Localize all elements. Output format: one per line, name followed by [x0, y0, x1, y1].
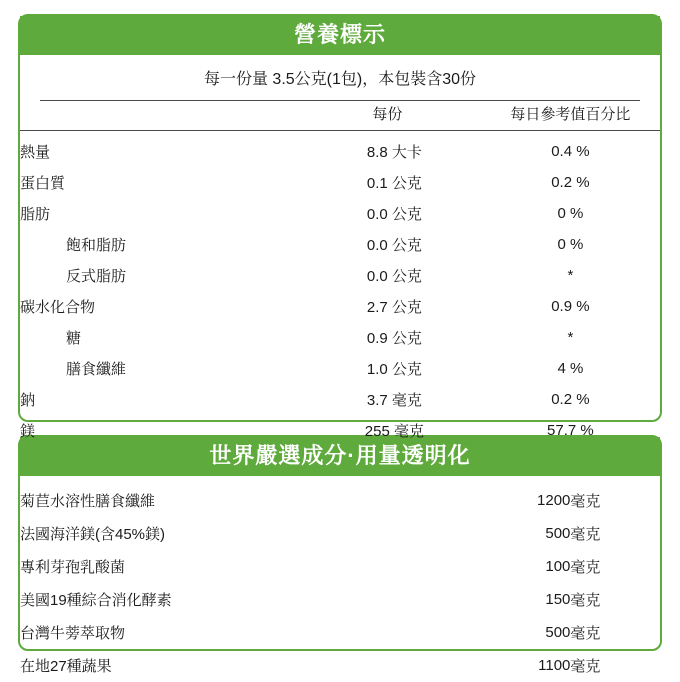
nutrient-name: 熱量 — [20, 144, 51, 162]
ingredient-unit: 毫克 — [570, 493, 601, 511]
nutrient-dv: 0 % — [557, 205, 584, 223]
ingredient-unit: 毫克 — [570, 625, 601, 643]
nutrition-facts-card — [18, 14, 662, 441]
column-header-amount: 每份 — [308, 101, 481, 131]
nutrient-amount: 2.7 公克 — [366, 299, 422, 317]
ingredient-name: 專利芽孢乳酸菌 — [20, 559, 126, 577]
nutrient-dv: 0.2 % — [551, 174, 590, 192]
ingredient-name: 美國19種綜合消化酵素 — [20, 592, 172, 610]
nutrition-table — [20, 101, 660, 446]
nutrient-name: 反式脂肪 — [66, 268, 127, 286]
ingredients-table — [20, 484, 660, 682]
nutrient-name: 鎂 — [20, 423, 36, 441]
nutrient-dv: * — [567, 329, 574, 347]
nutrient-amount: 0.0 公克 — [366, 237, 422, 255]
table-row — [20, 353, 660, 384]
ingredients-card — [18, 435, 662, 676]
nutrient-amount: 255 毫克 — [364, 423, 424, 441]
nutrient-name: 糖 — [66, 330, 82, 348]
nutrient-name: 鈉 — [20, 392, 36, 410]
ingredient-qty: 150 — [545, 591, 571, 609]
nutrient-dv: 4 % — [557, 360, 584, 378]
nutrient-dv: 0.2 % — [551, 391, 590, 409]
nutrition-table-header-row — [20, 101, 660, 131]
column-header-nutrient — [20, 101, 308, 131]
nutrient-amount: 0.0 公克 — [366, 206, 422, 224]
ingredient-qty: 1200 — [537, 492, 571, 510]
list-item — [20, 550, 660, 583]
nutrition-facts-title: 營養標示 — [20, 16, 660, 55]
nutrient-amount: 0.1 公克 — [366, 175, 422, 193]
ingredient-qty: 500 — [545, 525, 571, 543]
table-row — [20, 229, 660, 260]
table-row — [20, 291, 660, 322]
nutrient-amount: 3.7 毫克 — [366, 392, 422, 410]
list-item — [20, 616, 660, 649]
list-item — [20, 583, 660, 616]
nutrient-name: 碳水化合物 — [20, 299, 96, 317]
list-item — [20, 517, 660, 550]
nutrient-name: 脂肪 — [20, 206, 51, 224]
serving-size-text: 每一份量 3.5公克(1包)，本包裝含30份 — [203, 71, 477, 89]
ingredient-qty: 1100 — [538, 657, 571, 675]
ingredient-name: 法國海洋鎂(含45%鎂) — [20, 526, 166, 544]
table-row — [20, 322, 660, 353]
ingredients-table-body — [20, 484, 660, 682]
nutrient-amount: 1.0 公克 — [366, 361, 422, 379]
table-row — [20, 131, 660, 168]
nutrient-amount: 0.0 公克 — [366, 268, 422, 286]
ingredient-name: 台灣牛蒡萃取物 — [20, 625, 126, 643]
nutrient-name: 飽和脂肪 — [66, 237, 127, 255]
nutrient-amount: 0.9 公克 — [366, 330, 422, 348]
ingredients-title: 世界嚴選成分·用量透明化 — [20, 437, 660, 476]
nutrient-dv: 57.7 % — [547, 422, 594, 440]
ingredient-qty: 500 — [545, 624, 571, 642]
list-item — [20, 649, 660, 682]
ingredient-unit: 毫克 — [570, 559, 601, 577]
ingredient-name: 在地27種蔬果 — [20, 658, 112, 676]
nutrition-table-body — [20, 131, 660, 447]
ingredient-qty: 100 — [545, 558, 571, 576]
table-row — [20, 260, 660, 291]
nutrient-dv: 0 % — [557, 236, 584, 254]
list-item — [20, 484, 660, 517]
table-row — [20, 384, 660, 415]
table-row — [20, 167, 660, 198]
nutrient-name: 膳食纖維 — [66, 361, 127, 379]
nutrient-amount: 8.8 大卡 — [366, 144, 422, 162]
ingredient-unit: 毫克 — [570, 526, 601, 544]
ingredient-unit: 毫克 — [570, 592, 601, 610]
table-row — [20, 198, 660, 229]
nutrient-dv: 0.9 % — [551, 298, 590, 316]
ingredient-unit: 毫克 — [570, 658, 601, 676]
nutrient-name: 蛋白質 — [20, 175, 66, 193]
column-header-daily-value: 每日參考值百分比 — [481, 101, 660, 131]
ingredient-name: 菊苣水溶性膳食纖維 — [20, 493, 156, 511]
nutrient-dv: * — [567, 267, 574, 285]
nutrient-dv: 0.4 % — [551, 143, 590, 161]
